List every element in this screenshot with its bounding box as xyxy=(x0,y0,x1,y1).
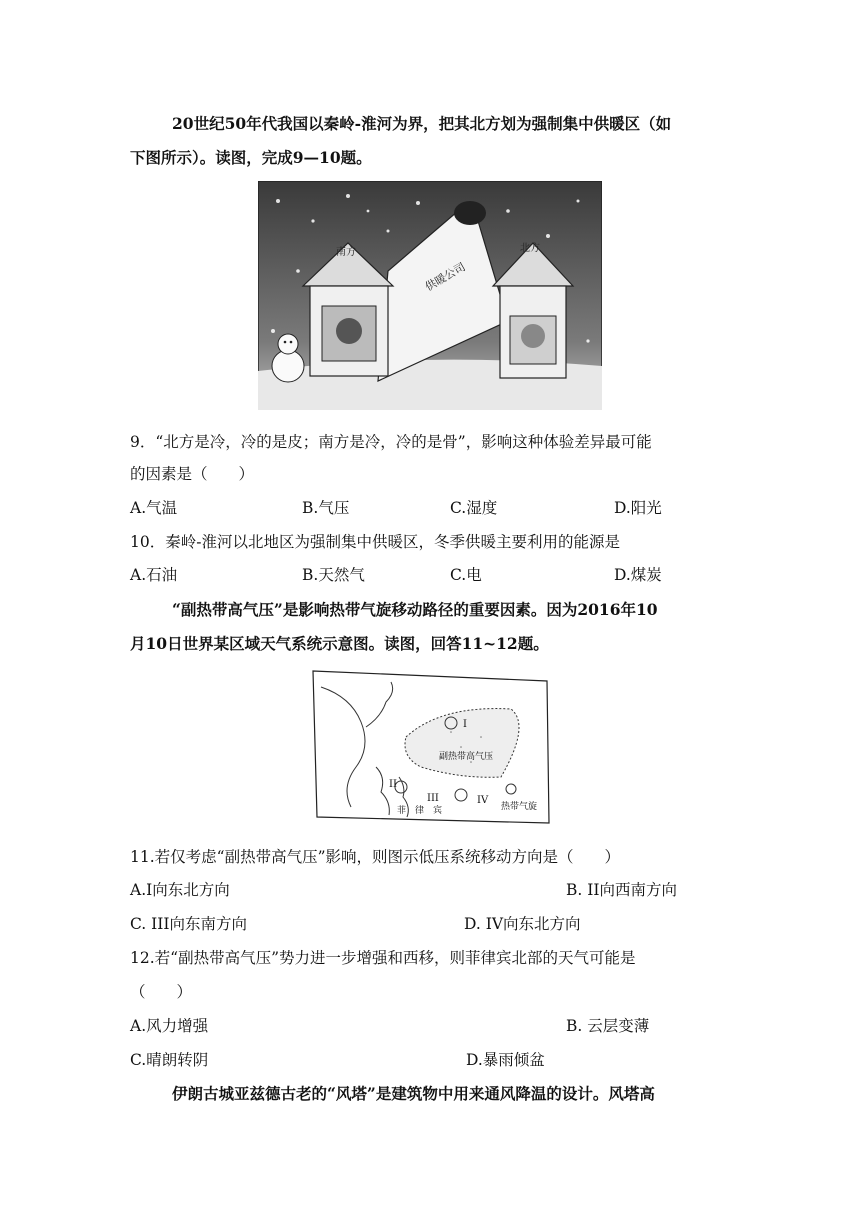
heating-office-label: 供暖公司 xyxy=(423,260,468,294)
q9-option-a[interactable]: A.气温 xyxy=(130,499,178,517)
q9-option-d[interactable]: D.阳光 xyxy=(614,499,662,517)
q11-option-b[interactable]: B. II向西南方向 xyxy=(566,881,677,899)
q11-option-c[interactable]: C. III向东南方向 xyxy=(130,915,248,933)
south-label: 南方 xyxy=(336,247,356,258)
intro-paragraph-1-line-1: 20世纪50年代我国以秦岭-淮河为界，把其北方划为强制集中供暖区（如 xyxy=(172,114,672,133)
weather-system-map xyxy=(311,667,551,827)
q10-option-b[interactable]: B.天然气 xyxy=(302,566,365,584)
marker-ii: II xyxy=(389,779,397,790)
legend-tropical-cyclone-label: 热带气旋 xyxy=(501,802,538,812)
q10-option-a[interactable]: A.石油 xyxy=(130,566,178,584)
question-10-stem: 10．秦岭-淮河以北地区为强制集中供暖区，冬季供暖主要利用的能源是 xyxy=(130,533,620,551)
question-11-options-row-2 xyxy=(0,912,860,936)
heating-cartoon-figure xyxy=(258,181,602,410)
q12-option-c[interactable]: C.晴朗转阴 xyxy=(130,1051,209,1069)
question-12-options-row-2 xyxy=(0,1048,860,1072)
q12-option-b[interactable]: B. 云层变薄 xyxy=(566,1017,650,1035)
question-11-options-row-1 xyxy=(0,878,860,902)
q9-option-b[interactable]: B.气压 xyxy=(302,499,350,517)
q10-option-c[interactable]: C.电 xyxy=(450,566,482,584)
intro-paragraph-3-line-1: 伊朗古城亚兹德古老的“风塔”是建筑物中用来通风降温的设计。风塔高 xyxy=(172,1084,655,1103)
intro-paragraph-2-line-1: “副热带高气压”是影响热带气旋移动路径的重要因素。因为2016年10 xyxy=(172,600,658,619)
intro-paragraph-1-line-2: 下图所示）。读图，完成9—10题。 xyxy=(130,148,372,167)
q12-option-d[interactable]: D.暴雨倾盆 xyxy=(466,1051,545,1069)
q9-option-c[interactable]: C.湿度 xyxy=(450,499,498,517)
q11-option-d[interactable]: D. IV向东北方向 xyxy=(464,915,581,933)
question-10-options xyxy=(0,563,860,587)
intro-paragraph-2-line-2: 月10日世界某区域天气系统示意图。读图，回答11~12题。 xyxy=(130,634,549,653)
marker-iii: III xyxy=(427,793,439,804)
north-label: 北方 xyxy=(520,243,540,254)
subtropical-high-label: 副热带高气压 xyxy=(439,752,494,762)
question-12-stem-line-2: （ ） xyxy=(130,983,193,1001)
question-12-options-row-1 xyxy=(0,1014,860,1038)
q10-option-d[interactable]: D.煤炭 xyxy=(614,566,662,584)
question-9-options xyxy=(0,496,860,520)
q12-option-a[interactable]: A.风力增强 xyxy=(130,1017,209,1035)
question-11-stem: 11.若仅考虑“副热带高气压”影响，则图示低压系统移动方向是（ ） xyxy=(130,848,621,866)
marker-iv: IV xyxy=(477,795,489,806)
q11-option-a[interactable]: A.I向东北方向 xyxy=(130,881,230,899)
question-9-stem-line-2: 的因素是（ ） xyxy=(130,465,255,483)
philippines-label: 菲 律 宾 xyxy=(397,806,443,816)
question-9-stem-line-1: 9．“北方是冷，冷的是皮；南方是冷，冷的是骨”，影响这种体验差异最可能 xyxy=(130,433,652,451)
question-12-stem-line-1: 12.若“副热带高气压”势力进一步增强和西移，则菲律宾北部的天气可能是 xyxy=(130,949,636,967)
marker-i: I xyxy=(463,719,467,730)
